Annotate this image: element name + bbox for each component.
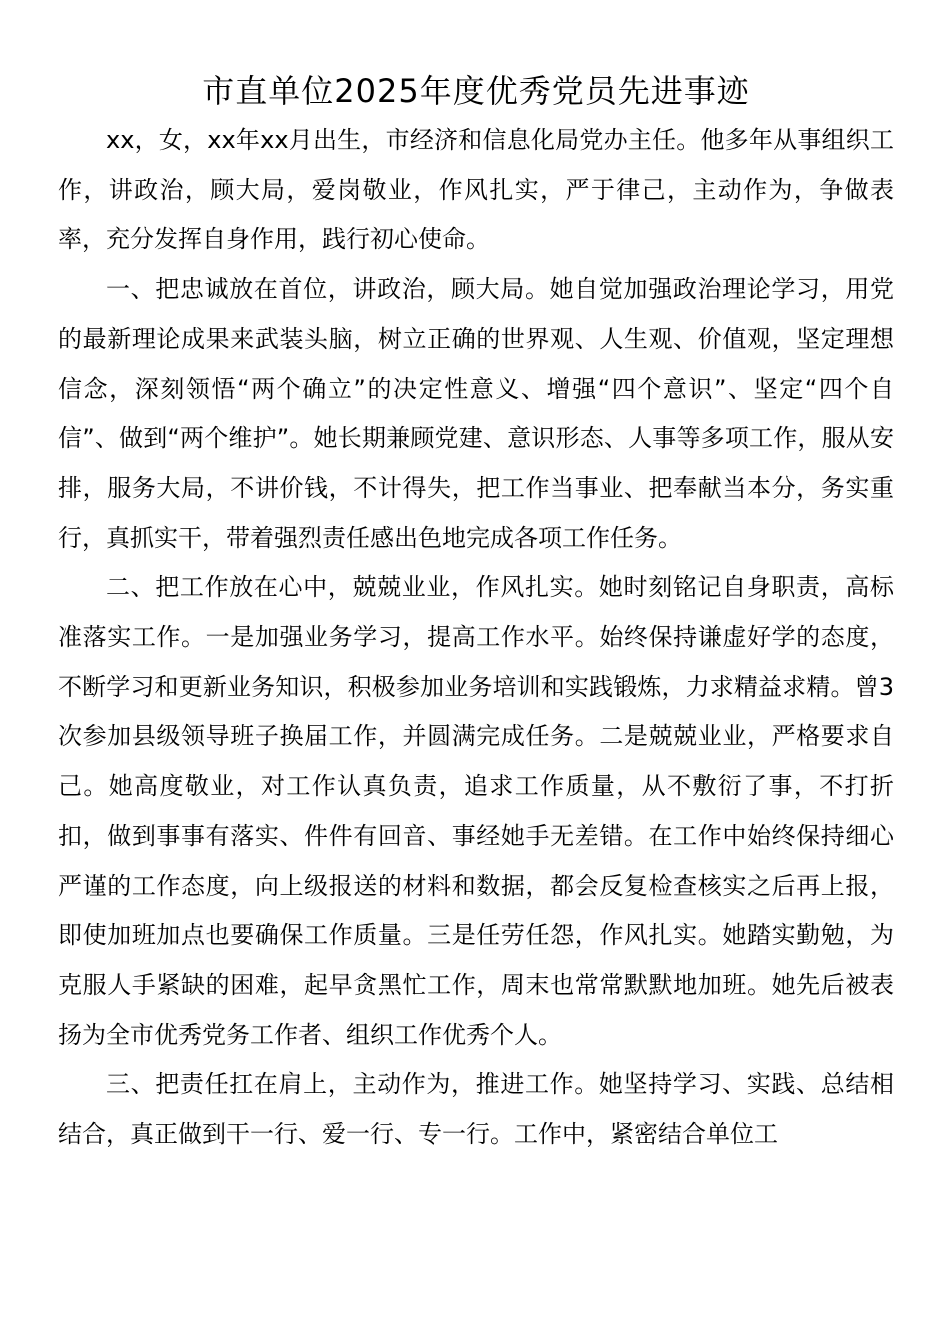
document-page bbox=[58, 66, 894, 1160]
section-three-paragraph: 三、把责任扛在肩上，主动作为，推进工作。她坚持学习、实践、总结相结合，真正做到干一行、爱一行、专一行。工作中，紧密结合单位工 bbox=[58, 1070, 894, 1149]
section-one-paragraph: 一、把忠诚放在首位，讲政治，顾大局。她自觉加强政治理论学习，用党的最新理论成果来武装头脑，树立正确的世界观、人生观、价值观，坚定理想信念，深刻领悟“两个确立”的决定性意义、增强“四个意识”、坚定“四个自信”、做到“两个维护”。她长期兼顾党建、意识形态、人事等多项工作，服从安排，服务大局，不讲价钱，不计得失，把工作当事业、把奉献当本分，务实重行，真抓实干，带着强烈责任感出色地完成各项工作任务。 bbox=[58, 275, 894, 552]
section-two-paragraph: 二、把工作放在心中，兢兢业业，作风扎实。她时刻铭记自身职责，高标准落实工作。一是加强业务学习，提高工作水平。始终保持谦虚好学的态度，不断学习和更新业务知识，积极参加业务培训和实践锻炼，力求精益求精。曾3次参加县级领导班子换届工作，并圆满完成任务。二是兢兢业业，严格要求自己。她高度敬业，对工作认真负责，追求工作质量，从不敷衍了事，不打折扣，做到事事有落实、件件有回音、事经她手无差错。在工作中始终保持细心严谨的工作态度，向上级报送的材料和数据，都会反复检查核实之后再上报，即使加班加点也要确保工作质量。三是任劳任怨，作风扎实。她踏实勤勉，为克服人手紧缺的困难，起早贪黑忙工作，周末也常常默默地加班。她先后被表扬为全市优秀党务工作者、组织工作优秀个人。 bbox=[58, 573, 894, 1049]
intro-paragraph: xx，女，xx年xx月出生，市经济和信息化局党办主任。他多年从事组织工作，讲政治，顾大局，爱岗敬业，作风扎实，严于律己，主动作为，争做表率，充分发挥自身作用，践行初心使命。 bbox=[58, 126, 894, 254]
document-title: 市直单位2025年度优秀党员先进事迹 bbox=[202, 72, 750, 110]
